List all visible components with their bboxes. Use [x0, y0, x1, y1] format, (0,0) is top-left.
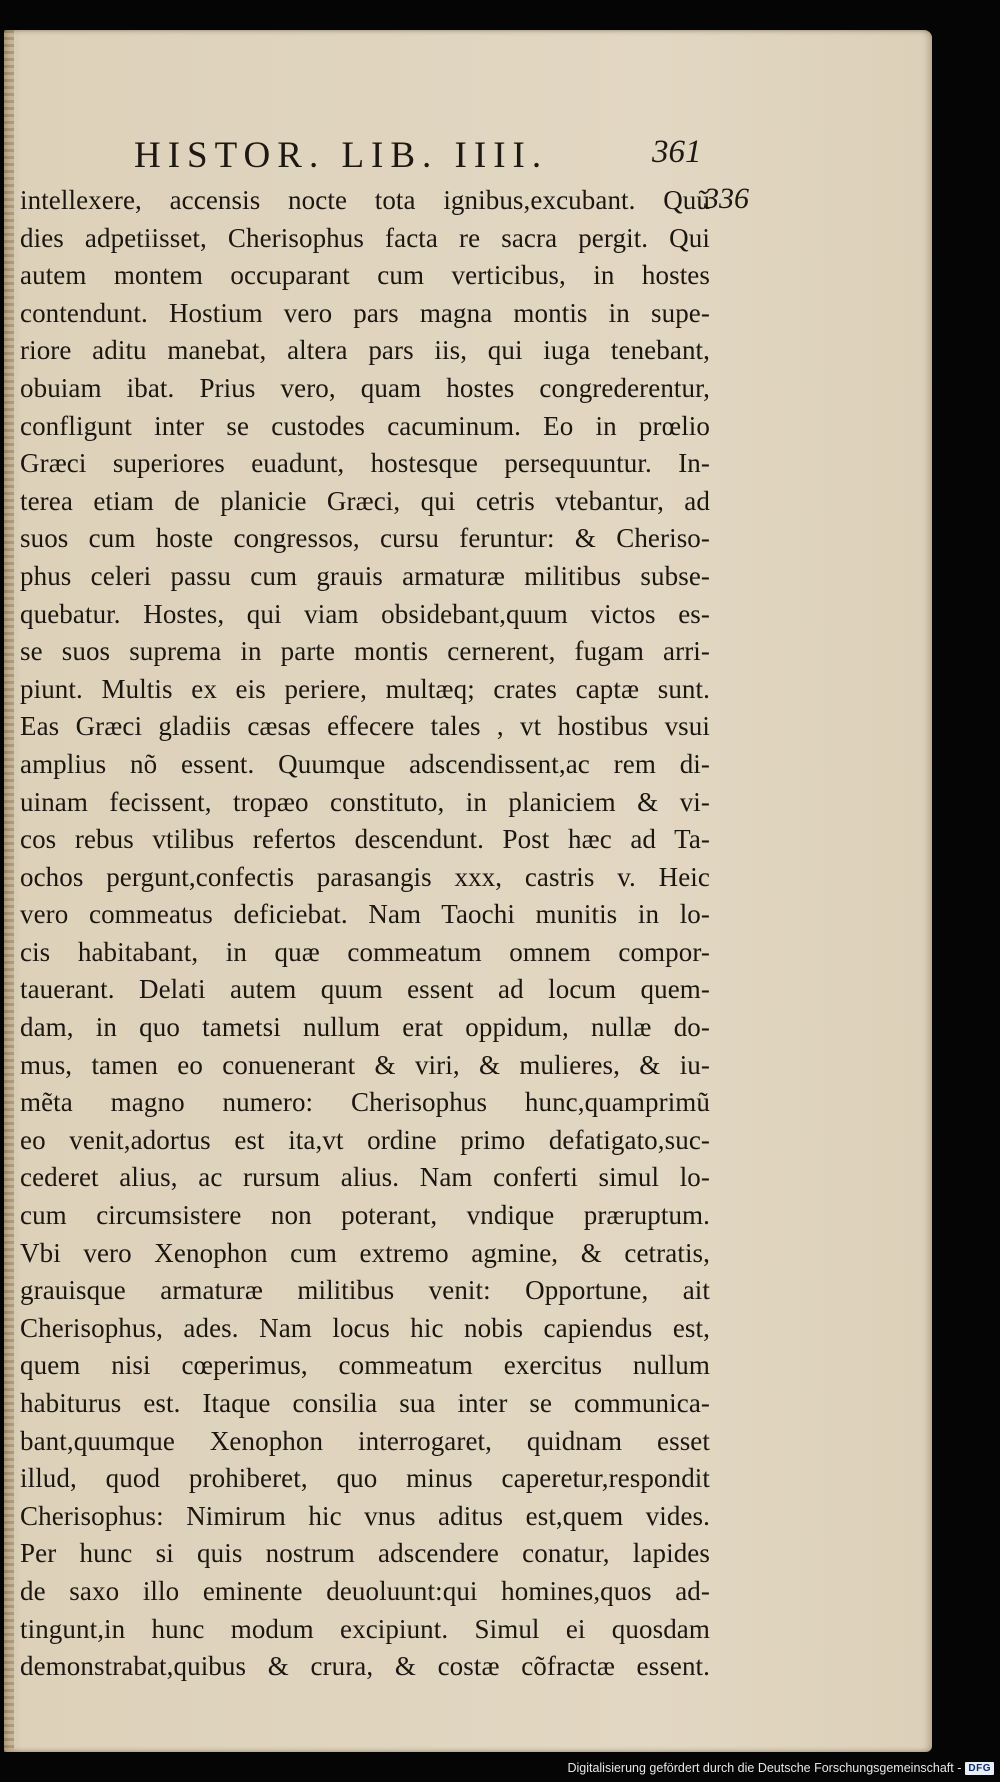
text-line: vero commeatus deficiebat. Nam Taochi munitis in lo- [20, 899, 710, 930]
text-line: illud, quod prohiberet, quo minus caperetur,respondit [20, 1463, 710, 1494]
page-number: 361 [652, 134, 702, 170]
text-line: Per hunc si quis nostrum adscendere conatur, lapides [20, 1538, 710, 1569]
text-line: cos rebus vtilibus refertos descendunt. Post hæc ad Ta- [20, 824, 710, 855]
text-line: cederet alius, ac rursum alius. Nam conferti simul lo- [20, 1162, 710, 1193]
running-head: HISTOR. LIB. IIII. [134, 135, 549, 176]
text-line: de saxo illo eminente deuoluunt:qui homines,quos ad- [20, 1575, 710, 1606]
text-line: cis habitabant, in quæ commeatum omnem compor- [20, 936, 710, 967]
text-line: phus celeri passu cum grauis armaturæ militibus subse- [20, 560, 710, 591]
text-line: terea etiam de planicie Græci, qui cetris vtebantur, ad [20, 485, 710, 516]
text-line: mẽta magno numero: Cherisophus hunc,quamprimũ [20, 1087, 710, 1118]
text-line: uinam fecissent, tropæo constituto, in planiciem & vi- [20, 786, 710, 817]
footer-bar [567, 1758, 994, 1778]
text-line: habiturus est. Itaque consilia sua inter se communica- [20, 1388, 710, 1418]
text-line: eo venit,adortus est ita,vt ordine primo defatigato,suc- [20, 1124, 710, 1155]
text-line: demonstrabat,quibus & crura, & costæ cõfractæ essent. [20, 1651, 710, 1682]
text-line: Vbi vero Xenophon cum extremo agmine, & cetratis, [20, 1237, 710, 1268]
text-line: mus, tamen eo conuenerant & viri, & mulieres, & iu- [20, 1049, 710, 1080]
text-line: piunt. Multis ex eis periere, multæq; crates captæ sunt. [20, 673, 710, 704]
text-line: Græci superiores euadunt, hostesque persequuntur. In- [20, 448, 710, 479]
text-line: tingunt,in hunc modum excipiunt. Simul ei quosdam [20, 1613, 710, 1644]
text-line: suos cum hoste congressos, cursu feruntur: & Cheriso- [20, 523, 710, 554]
text-line: confligunt inter se custodes cacuminum. Eo in prœlio [20, 410, 710, 441]
dfg-logo-icon: DFG [965, 1762, 994, 1775]
text-line: intellexere, accensis nocte tota ignibus,excubant. Quũ [20, 185, 710, 215]
text-line: Eas Græci gladiis cæsas effecere tales , vt hostibus vsui [20, 711, 710, 742]
text-line: dam, in quo tametsi nullum erat oppidum, nullæ do- [20, 1012, 710, 1043]
text-line: dies adpetiisset, Cherisophus facta re sacra pergit. Qui [20, 222, 710, 253]
text-line: quebatur. Hostes, qui viam obsidebant,quum victos es- [20, 598, 710, 629]
text-line: contendunt. Hostium vero pars magna montis in supe- [20, 297, 710, 328]
text-line: Cherisophus, ades. Nam locus hic nobis capiendus est, [20, 1312, 710, 1343]
funding-credit: Digitalisierung gefördert durch die Deutsche Forschungsgemeinschaft - [567, 1761, 962, 1775]
text-line: quem nisi cœperimus, commeatum exercitus nullum [20, 1350, 710, 1381]
text-line: grauisque armaturæ militibus venit: Opportune, ait [20, 1275, 710, 1306]
text-line: bant,quumque Xenophon interrogaret, quidnam esset [20, 1425, 710, 1456]
text-line: ochos pergunt,confectis parasangis xxx, castris v. Heic [20, 861, 710, 892]
text-line: autem montem occuparant cum verticibus, in hostes [20, 260, 710, 291]
margin-number: 336 [704, 182, 749, 215]
text-line: riore aditu manebat, altera pars iis, qui iuga tenebant, [20, 335, 710, 366]
text-line: tauerant. Delati autem quum essent ad locum quem- [20, 974, 710, 1005]
text-line: se suos suprema in parte montis cernerent, fugam arri- [20, 636, 710, 667]
text-line: obuiam ibat. Prius vero, quam hostes congrederentur, [20, 372, 710, 403]
text-line: amplius nõ essent. Quumque adscendissent,ac rem di- [20, 748, 710, 779]
text-line: cum circumsistere non poterant, vndique præruptum. [20, 1200, 710, 1231]
text-line: Cherisophus: Nimirum hic vnus aditus est,quem vides. [20, 1500, 710, 1531]
text-block [20, 182, 710, 1686]
book-page [4, 30, 932, 1752]
